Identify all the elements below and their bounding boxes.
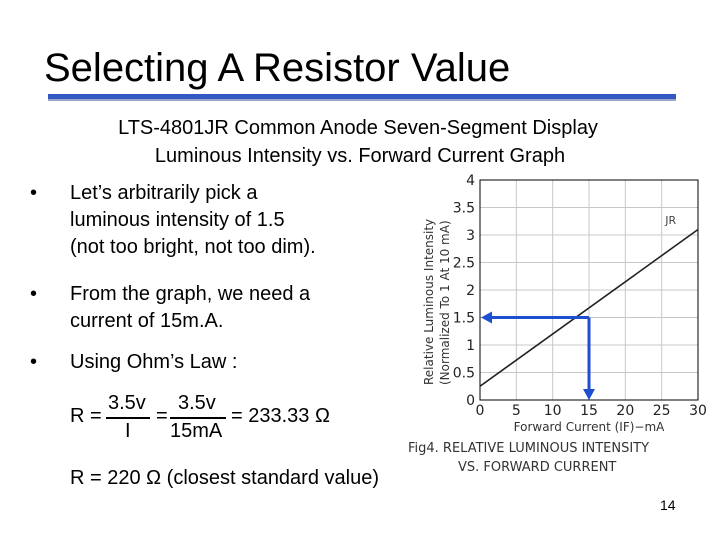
x-tick-labels [476, 403, 707, 419]
arrow-head-down [583, 389, 595, 400]
subtitle-line-2: Luminous Intensity vs. Forward Current Graph [154, 145, 566, 167]
equation-numerator: 3.5v [178, 392, 216, 414]
annotation-arrows [481, 312, 595, 401]
luminous-intensity-graph [400, 170, 720, 475]
y-axis-label-line-1: Relative Luminous Intensity [422, 218, 436, 385]
equation-lhs: R = [70, 405, 102, 427]
equation-denominator: I [125, 420, 131, 442]
x-tick-label: 20 [616, 403, 635, 419]
y-tick-label: 0.5 [452, 365, 475, 382]
equation-numerator: 3.5v [108, 392, 146, 414]
bullet-text: current of 15m.A. [70, 310, 224, 332]
y-tick-label: 2 [466, 283, 475, 299]
y-tick-label: 1.5 [452, 310, 475, 327]
y-tick-labels [453, 173, 475, 409]
series-label-jr: JR [665, 214, 677, 227]
bullet-dot: • [30, 283, 38, 305]
standard-value-line: R = 220 Ω (closest standard value) [70, 467, 379, 489]
bullet-text: Let’s arbitrarily pick a [70, 182, 258, 204]
x-tick-label: 0 [475, 403, 485, 419]
slide-title: Selecting A Resistor Value [44, 46, 511, 90]
y-tick-label: 3.5 [452, 200, 475, 217]
y-tick-label: 3 [466, 228, 475, 244]
y-tick-label: 0 [466, 393, 475, 409]
bullet-text: (not too bright, not too dim). [70, 236, 316, 258]
bullet-dot: • [30, 351, 38, 373]
arrow-head-left [481, 312, 492, 324]
figure-caption-line-1: Fig4. RELATIVE LUMINOUS INTENSITY [408, 441, 650, 456]
x-tick-label: 15 [580, 403, 598, 419]
y-tick-label: 4 [466, 173, 475, 189]
x-axis-label: Forward Current (IF)−mA [513, 420, 665, 434]
x-tick-label: 30 [689, 403, 707, 419]
x-tick-label: 5 [511, 403, 521, 419]
figure-caption-line-2: VS. FORWARD CURRENT [458, 460, 617, 475]
x-tick-label: 10 [543, 403, 562, 419]
x-tick-label: 25 [652, 403, 671, 419]
equation-equals: = [156, 405, 168, 427]
fraction-bar [170, 417, 226, 419]
page-number: 14 [660, 497, 676, 513]
fraction-bar [106, 417, 150, 419]
equation-result: = 233.33 Ω [231, 405, 330, 427]
y-axis-label-line-2: (Normalized To 1 At 10 mA) [438, 220, 452, 385]
title-underline [48, 94, 676, 101]
bullet-text: luminous intensity of 1.5 [70, 209, 285, 231]
y-tick-label: 1 [466, 338, 475, 354]
bullet-text: From the graph, we need a [70, 283, 311, 305]
y-tick-label: 2.5 [452, 255, 475, 272]
bullet-text: Using Ohm’s Law : [70, 351, 238, 373]
bullet-dot: • [30, 182, 38, 204]
subtitle-line-1: LTS-4801JR Common Anode Seven-Segment Display [118, 117, 598, 139]
equation-denominator: 15mA [170, 420, 223, 442]
